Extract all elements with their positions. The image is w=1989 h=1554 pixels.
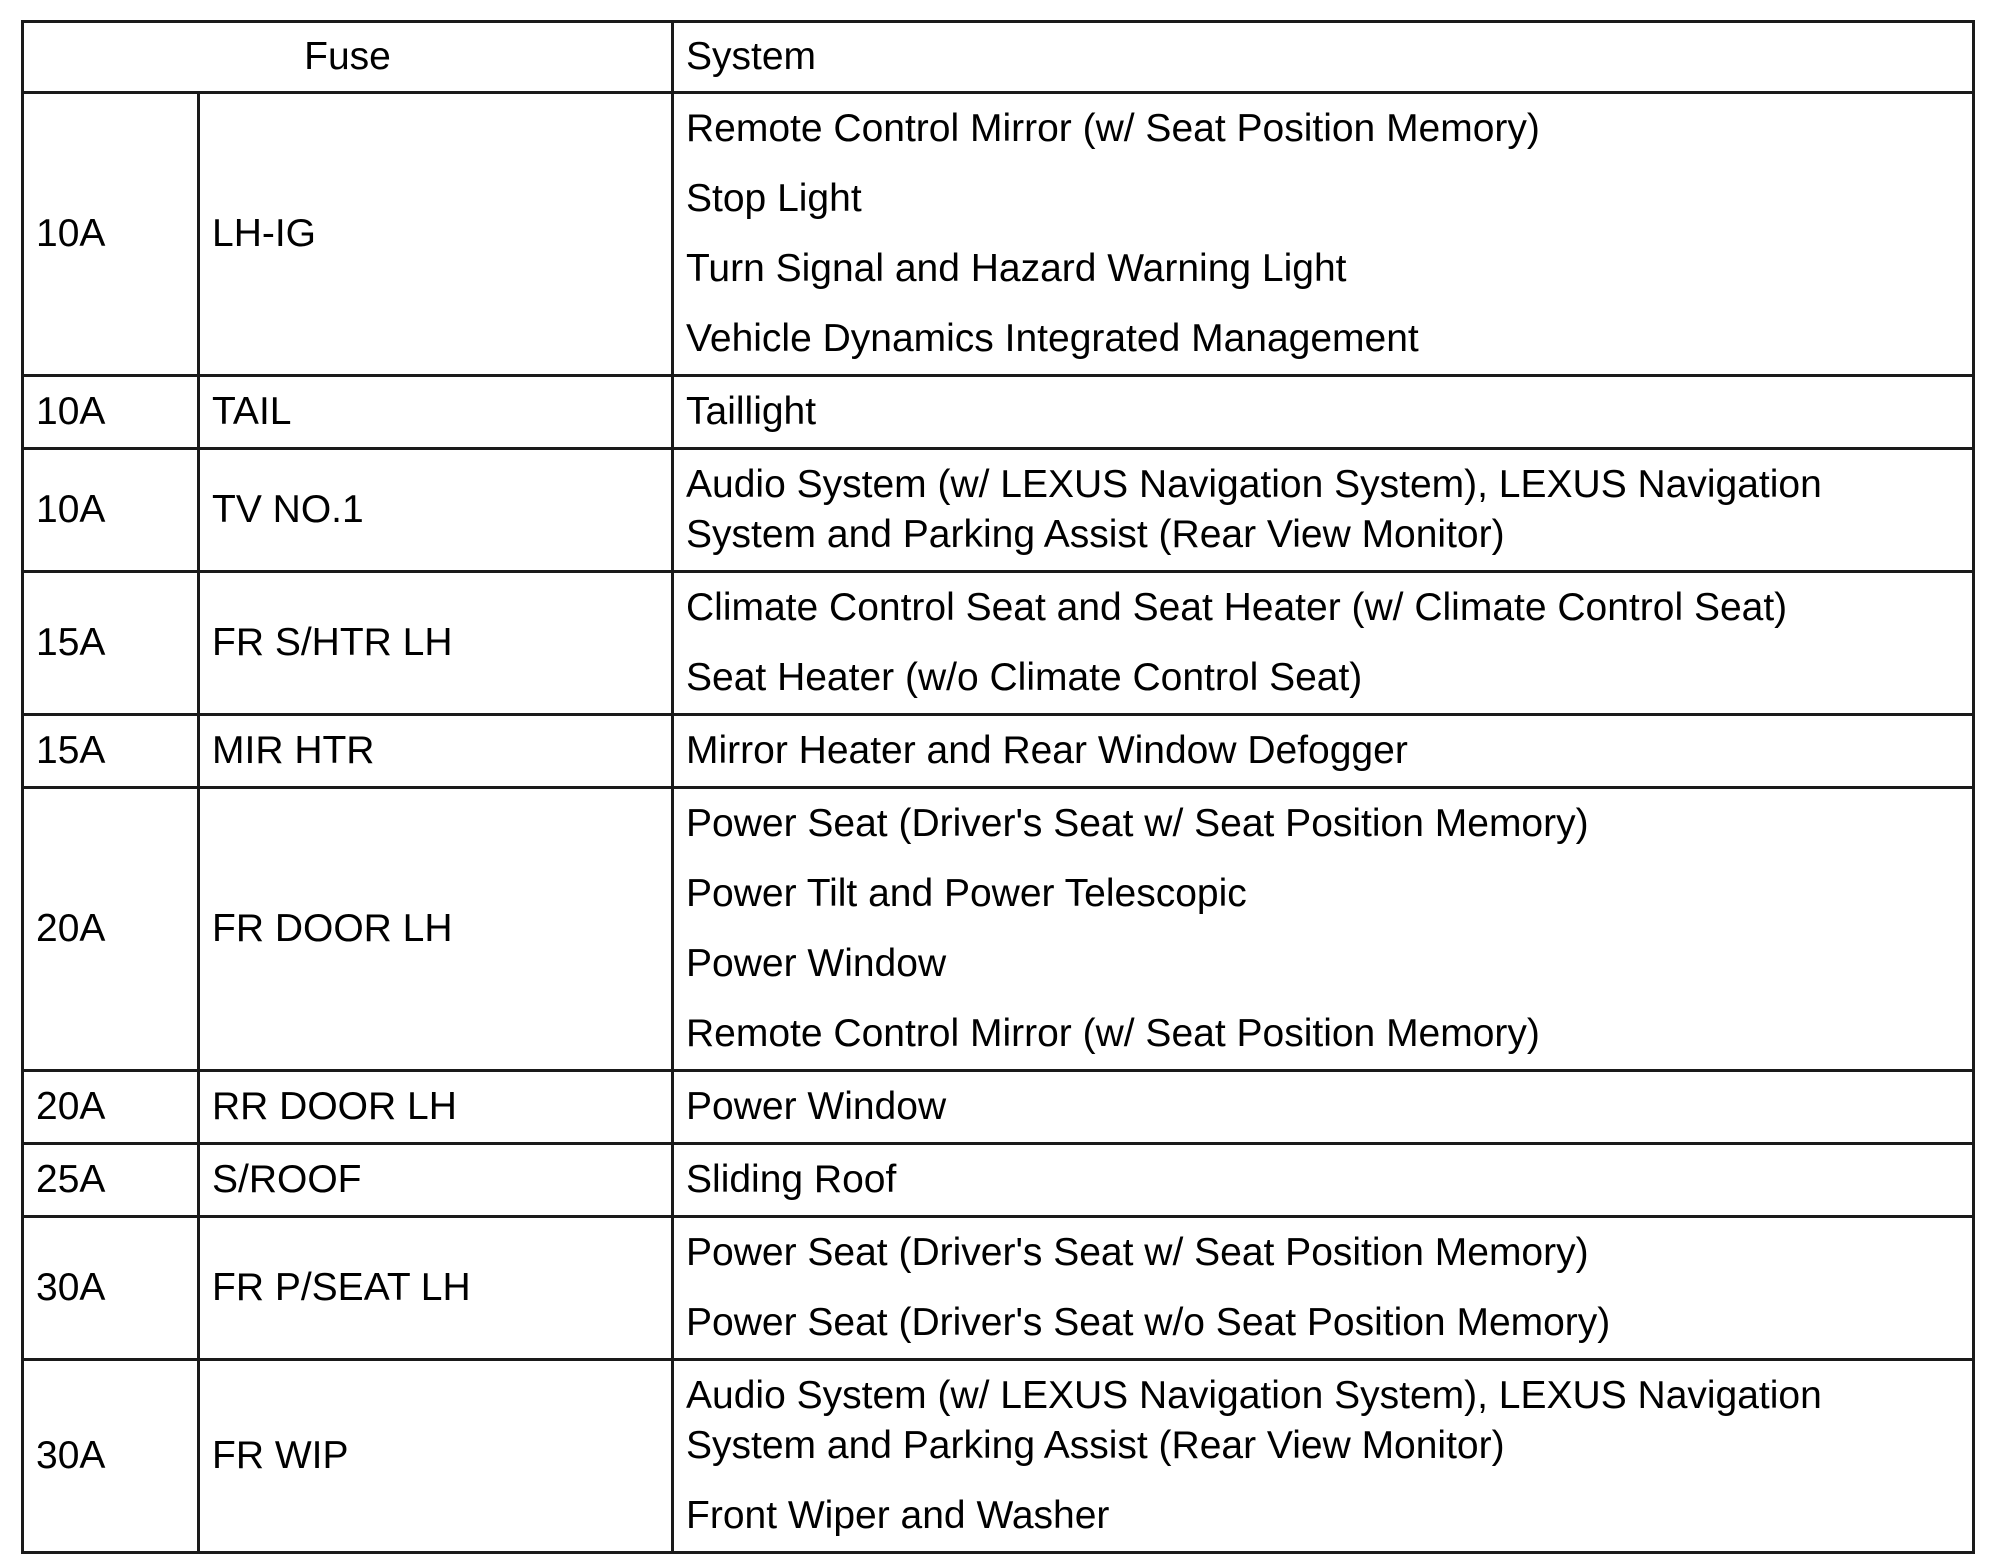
- system-item: Sliding Roof: [686, 1158, 897, 1201]
- system-item: Remote Control Mirror (w/ Seat Position Memory): [686, 1012, 1540, 1055]
- table-row: [23, 788, 1974, 1071]
- system-list: [686, 450, 1960, 570]
- table-row: [23, 376, 1974, 449]
- fuse-amperage: 30A: [23, 1217, 199, 1360]
- system-list: [686, 1145, 1960, 1215]
- fuse-name: TAIL: [199, 376, 673, 449]
- fuse-name: FR P/SEAT LH: [199, 1217, 673, 1360]
- system-cell: [673, 788, 1974, 1071]
- system-item: Climate Control Seat and Seat Heater (w/ Climate Control Seat): [686, 586, 1788, 629]
- system-item: Mirror Heater and Rear Window Defogger: [686, 729, 1408, 772]
- fuse-name: LH-IG: [199, 93, 673, 376]
- system-cell: [673, 93, 1974, 376]
- system-cell: [673, 1360, 1974, 1553]
- fuse-amperage: 15A: [23, 572, 199, 715]
- fuse-amperage: 20A: [23, 788, 199, 1071]
- system-list: [686, 1218, 1960, 1358]
- system-column-header: System: [673, 22, 1974, 93]
- system-cell: [673, 376, 1974, 449]
- system-item: Power Seat (Driver's Seat w/ Seat Position Memory): [686, 1231, 1589, 1274]
- system-list: [686, 377, 1960, 447]
- fuse-name: MIR HTR: [199, 715, 673, 788]
- table-body: [23, 93, 1974, 1553]
- system-item: Taillight: [686, 390, 817, 433]
- header-row: [23, 22, 1974, 93]
- system-item: Power Seat (Driver's Seat w/ Seat Position Memory): [686, 802, 1589, 845]
- table-row: [23, 449, 1974, 572]
- system-item: Front Wiper and Washer: [686, 1494, 1110, 1537]
- fuse-amperage: 15A: [23, 715, 199, 788]
- system-cell: [673, 1071, 1974, 1144]
- table-row: [23, 1217, 1974, 1360]
- system-item: Power Window: [686, 942, 947, 985]
- system-cell: [673, 715, 1974, 788]
- fuse-amperage: 10A: [23, 93, 199, 376]
- fuse-name: TV NO.1: [199, 449, 673, 572]
- fuse-amperage: 10A: [23, 449, 199, 572]
- fuse-amperage: 25A: [23, 1144, 199, 1217]
- system-list: [686, 1072, 1960, 1142]
- system-item: Vehicle Dynamics Integrated Management: [686, 317, 1419, 360]
- system-item: Power Seat (Driver's Seat w/o Seat Position Memory): [686, 1301, 1611, 1344]
- table-row: [23, 715, 1974, 788]
- table-row: [23, 1144, 1974, 1217]
- fuse-column-header: Fuse: [23, 22, 673, 93]
- fuse-name: FR DOOR LH: [199, 788, 673, 1071]
- system-list: [686, 716, 1960, 786]
- system-cell: [673, 572, 1974, 715]
- fuse-name: FR S/HTR LH: [199, 572, 673, 715]
- system-item: Power Window: [686, 1085, 947, 1128]
- system-item: Turn Signal and Hazard Warning Light: [686, 247, 1347, 290]
- fuse-name: FR WIP: [199, 1360, 673, 1553]
- table-row: [23, 1071, 1974, 1144]
- fuse-name: RR DOOR LH: [199, 1071, 673, 1144]
- fuse-name: S/ROOF: [199, 1144, 673, 1217]
- table-row: [23, 1360, 1974, 1553]
- system-item: Audio System (w/ LEXUS Navigation System), LEXUS Navigation System and Parking Assist (Rear View Monitor): [686, 1374, 1822, 1467]
- system-cell: [673, 449, 1974, 572]
- fuse-amperage: 30A: [23, 1360, 199, 1553]
- system-item: Seat Heater (w/o Climate Control Seat): [686, 656, 1363, 699]
- table-header: [23, 22, 1974, 93]
- fuse-table: [21, 20, 1975, 1554]
- system-cell: [673, 1217, 1974, 1360]
- system-list: [686, 94, 1960, 374]
- system-item: Remote Control Mirror (w/ Seat Position Memory): [686, 107, 1540, 150]
- table-row: [23, 572, 1974, 715]
- table-row: [23, 93, 1974, 376]
- fuse-amperage: 20A: [23, 1071, 199, 1144]
- system-item: Power Tilt and Power Telescopic: [686, 872, 1247, 915]
- system-list: [686, 1361, 1960, 1551]
- system-list: [686, 573, 1960, 713]
- system-list: [686, 789, 1960, 1069]
- system-cell: [673, 1144, 1974, 1217]
- system-item: Stop Light: [686, 177, 862, 220]
- fuse-amperage: 10A: [23, 376, 199, 449]
- system-item: Audio System (w/ LEXUS Navigation System), LEXUS Navigation System and Parking Assist (Rear View Monitor): [686, 463, 1822, 556]
